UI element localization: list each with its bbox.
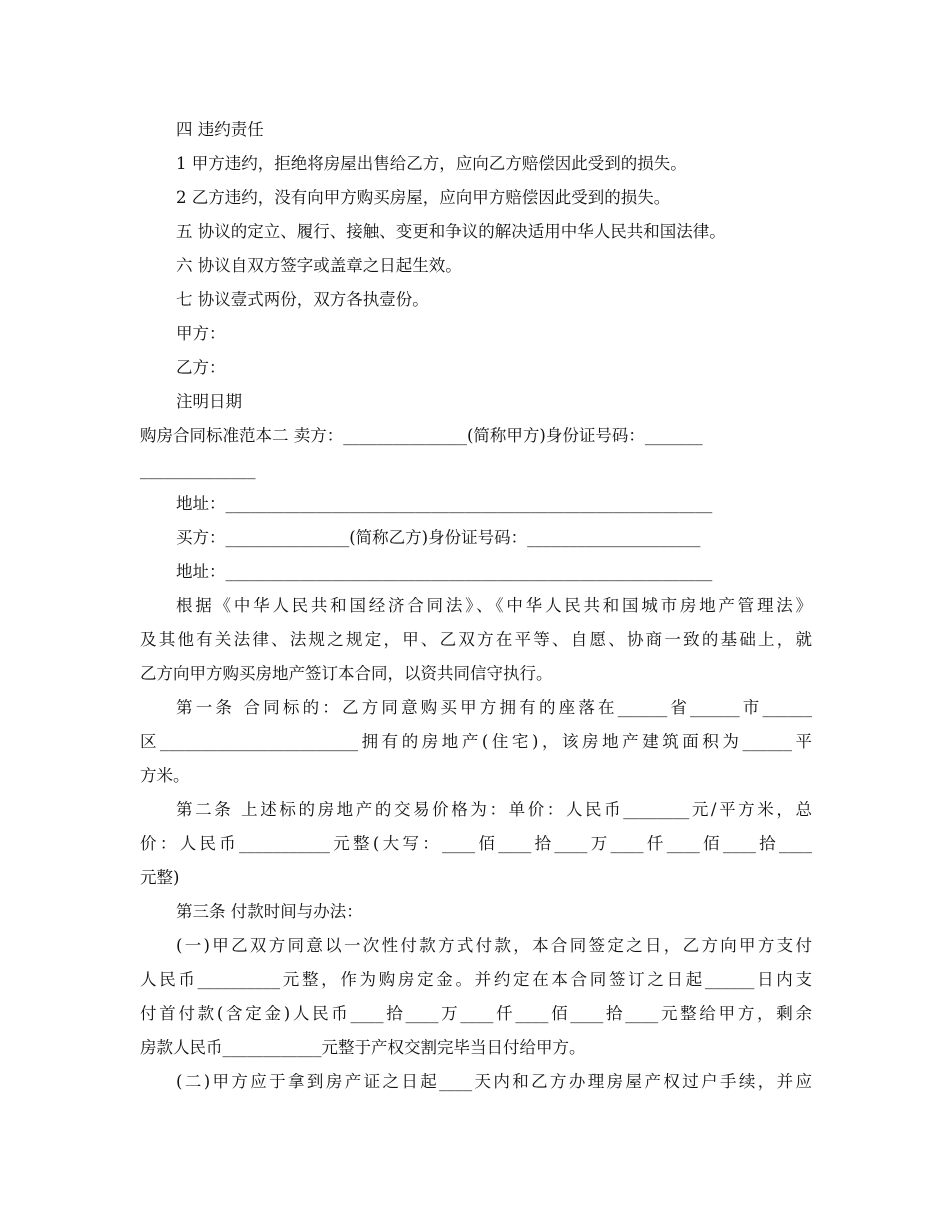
seller-address-line: 地址：___________________________________________________________ [176, 494, 713, 513]
article-1-line: 第一条 合同标的：乙方同意购买甲方拥有的座落在______省______市______ [176, 698, 812, 717]
clause-line: 七 协议壹式两份，双方各执壹份。 [176, 290, 429, 309]
paragraph-line: 及其他有关法律、法规之规定，甲、乙双方在平等、自愿、协商一致的基础上，就 [140, 630, 812, 649]
clause-line: 2 乙方违约，没有向甲方购买房屋，应向甲方赔偿因此受到的损失。 [176, 188, 671, 207]
article-1-line: 方米。 [140, 766, 190, 785]
paragraph-line: 乙方向甲方购买房地产签订本合同，以资共同信守执行。 [140, 664, 553, 683]
buyer-line: 买方：_______________(简称乙方)身份证号码：_____________________ [176, 528, 701, 547]
article-2-line: 第二条 上述标的房地产的交易价格为：单价：人民币________元/平方米，总 [176, 800, 812, 819]
article-3-line: (二)甲方应于拿到房产证之日起____天内和乙方办理房屋产权过户手续，并应 [176, 1072, 812, 1091]
article-3-line: (一)甲乙双方同意以一次性付款方式付款，本合同签定之日，乙方向甲方支付 [176, 936, 812, 955]
article-1-line: 区________________________拥有的房地产(住宅)，该房地产建筑面积为______平 [140, 732, 812, 751]
contract-title-line: 购房合同标准范本二 卖方：_______________(简称甲方)身份证号码：_______ [140, 426, 703, 445]
clause-line: 六 协议自双方签字或盖章之日起生效。 [176, 256, 462, 275]
party-a-label: 甲方： [176, 324, 226, 343]
text-line: ______________ [140, 460, 256, 479]
article-3-line: 人民币__________元整，作为购房定金。并约定在本合同签订之日起______日内支 [140, 970, 812, 989]
paragraph-line: 根据《中华人民共和国经济合同法》、《中华人民共和国城市房地产管理法》 [176, 596, 812, 615]
date-label: 注明日期 [176, 392, 242, 411]
clause-line: 1 甲方违约，拒绝将房屋出售给乙方，应向乙方赔偿因此受到的损失。 [176, 154, 687, 173]
section-heading: 四 违约责任 [176, 120, 264, 139]
article-3-line: 房款人民币____________元整于产权交割完毕当日付给甲方。 [140, 1038, 586, 1057]
article-3-line: 付首付款(含定金)人民币____拾____万____仟____佰____拾____元整给甲方，剩余 [140, 1004, 812, 1023]
party-b-label: 乙方： [176, 358, 226, 377]
article-2-line: 价：人民币___________元整(大写：____佰____拾____万____仟____佰____拾____ [140, 834, 812, 853]
buyer-address-line: 地址：___________________________________________________________ [176, 562, 713, 581]
article-2-line: 元整) [140, 868, 180, 887]
clause-line: 五 协议的定立、履行、接触、变更和争议的解决适用中华人民共和国法律。 [176, 222, 726, 241]
article-3-heading: 第三条 付款时间与办法： [176, 902, 363, 921]
